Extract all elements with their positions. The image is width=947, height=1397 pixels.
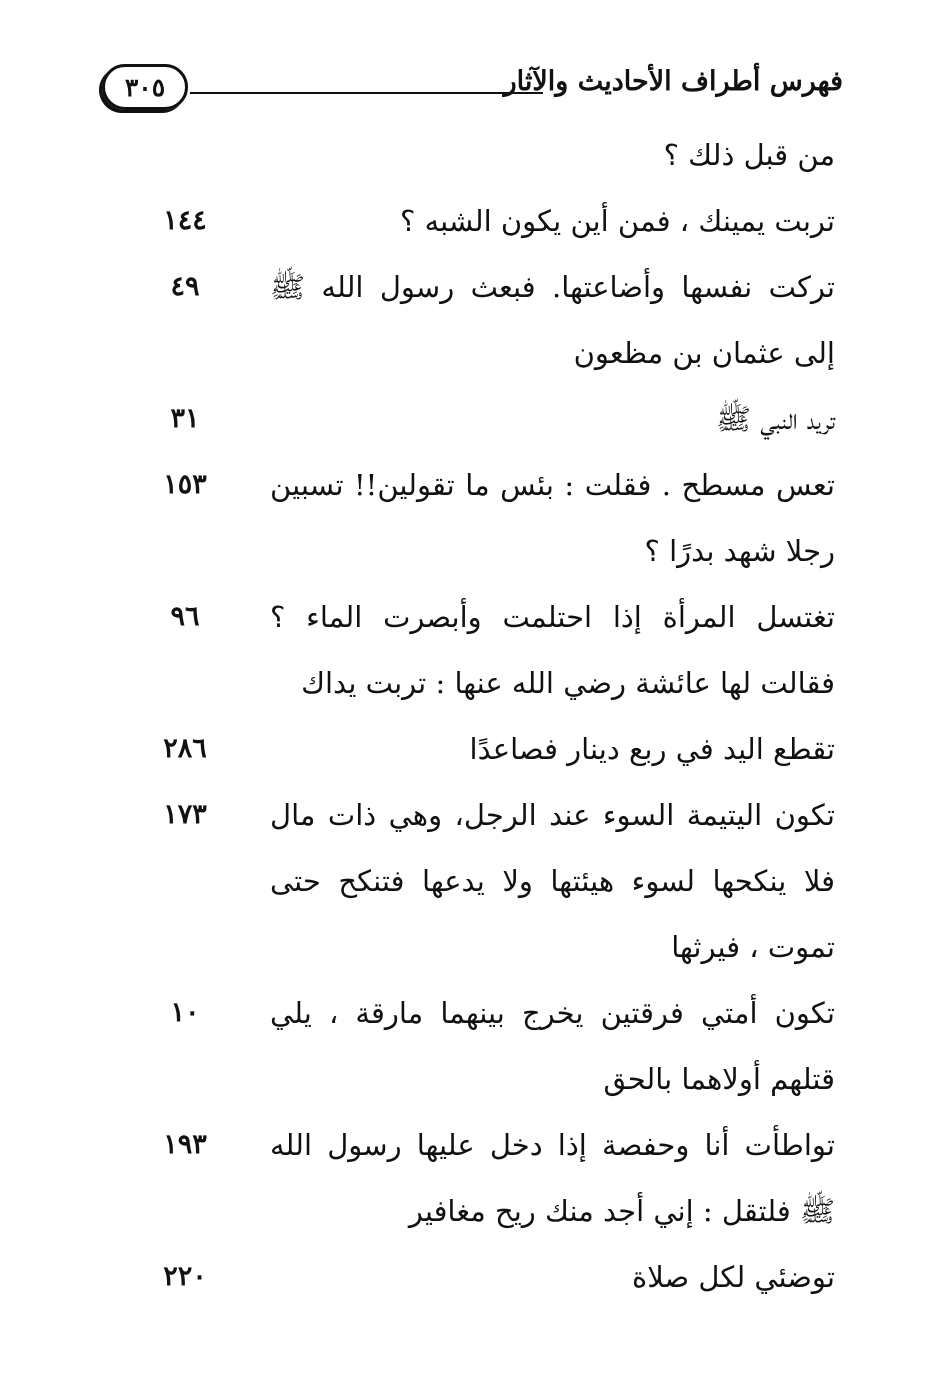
page-number-badge: ٣٠٥: [102, 64, 188, 110]
index-entry: [150, 584, 835, 716]
entry-page-number: ١٤٤: [163, 205, 207, 236]
index-entry: [150, 254, 835, 386]
entry-text: تعس مسطح . فقلت : بئس ما تقولين!! تسبين رجلا شهد بدرًا ؟: [270, 468, 835, 568]
entry-page-number: ١٥٣: [163, 469, 207, 500]
header-rule: [190, 92, 543, 94]
index-entry: [150, 980, 835, 1112]
entry-text: تغتسل المرأة إذا احتلمت وأبصرت الماء ؟ فقالت لها عائشة رضي الله عنها : تربت يداك: [270, 600, 835, 700]
index-entry: [150, 716, 835, 782]
entry-page-number: ٣١: [170, 403, 200, 434]
index-entry: [150, 1112, 835, 1244]
index-entry: [150, 452, 835, 584]
entry-text: تريد النبي ﷺ: [715, 402, 835, 436]
index-entry: [150, 122, 835, 188]
entry-page-number: ١٩٣: [163, 1129, 207, 1160]
index-list: [150, 122, 835, 1310]
page-header: [98, 62, 843, 122]
entry-page-number: ١٧٣: [163, 799, 207, 830]
entry-text: تركت نفسها وأضاعتها. فبعث رسول الله ﷺ إلى عثمان بن مظعون: [270, 270, 835, 370]
entry-text: تربت يمينك ، فمن أين يكون الشبه ؟: [399, 204, 835, 238]
entry-page-number: ١٠: [170, 997, 200, 1028]
entry-text: من قبل ذلك ؟: [663, 138, 835, 172]
entry-text: تكون اليتيمة السوء عند الرجل، وهي ذات مال فلا ينكحها لسوء هيئتها ولا يدعها فتنكح حتى تموت ، فيرثها: [270, 798, 835, 964]
index-entry: [150, 188, 835, 254]
page-title: فهرس أطراف الأحاديث والآثار: [503, 66, 843, 97]
entry-text: تكون أمتي فرقتين يخرج بينهما مارقة ، يلي قتلهم أولاهما بالحق: [270, 996, 835, 1096]
index-entry: [150, 782, 835, 980]
entry-text: تواطأت أنا وحفصة إذا دخل عليها رسول الله ﷺ فلتقل : إني أجد منك ريح مغافير: [270, 1128, 835, 1228]
index-entry: [150, 386, 835, 452]
index-entry: [150, 1244, 835, 1310]
entry-page-number: ٢٢٠: [163, 1261, 207, 1292]
entry-text: تقطع اليد في ربع دينار فصاعدًا: [469, 732, 835, 766]
entry-page-number: ٢٨٦: [163, 733, 207, 764]
entry-text: توضئي لكل صلاة: [632, 1260, 835, 1294]
entry-page-number: ٤٩: [170, 271, 200, 302]
entry-page-number: ٩٦: [170, 601, 200, 632]
